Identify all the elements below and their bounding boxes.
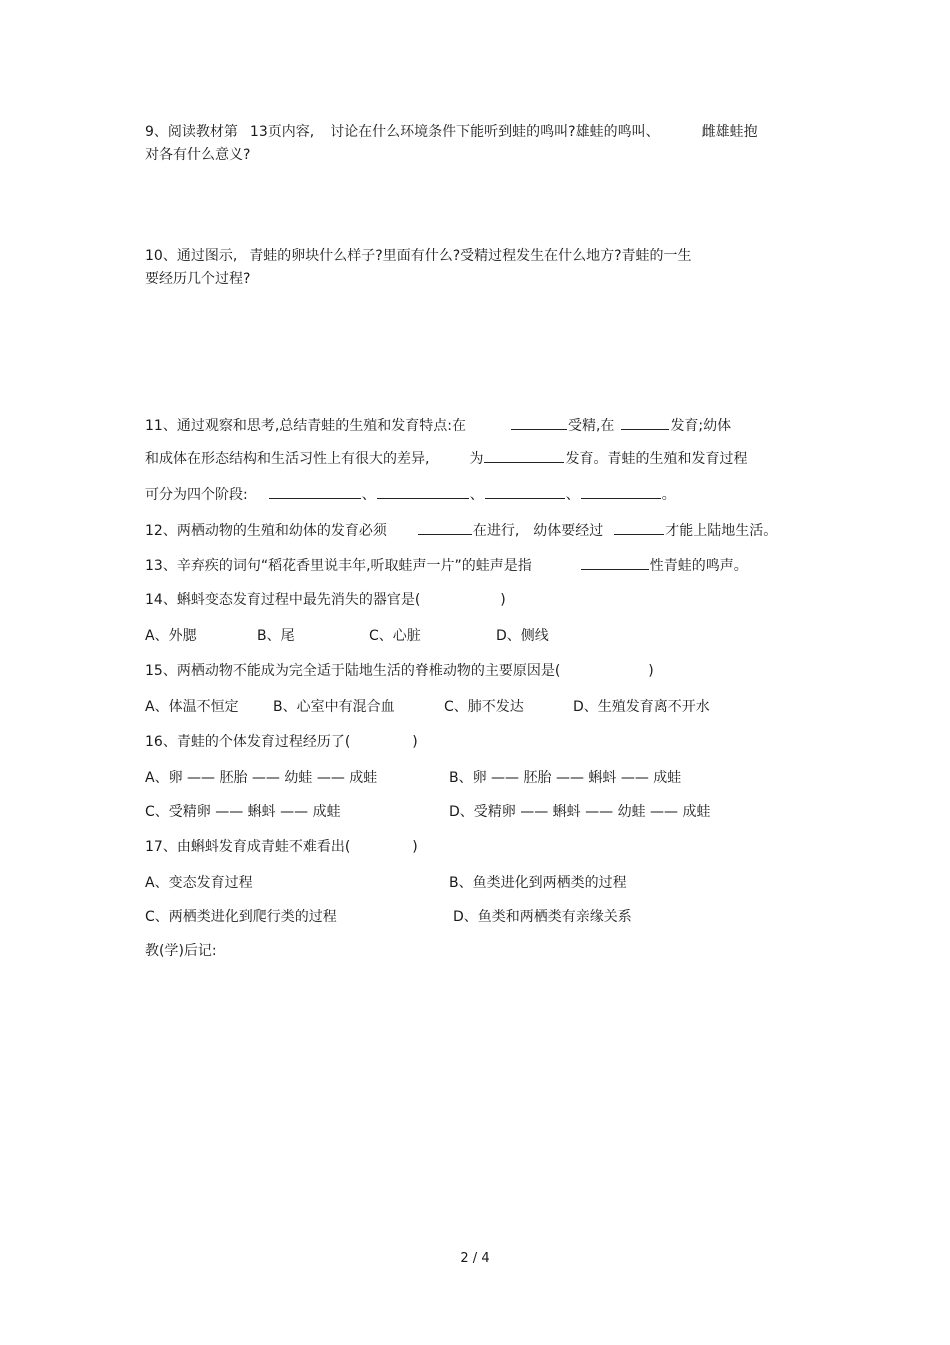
- q14-close: ): [500, 592, 506, 608]
- q17-option-d[interactable]: D、鱼类和两栖类有亲缘关系: [453, 909, 632, 925]
- q17-option-b[interactable]: B、鱼类进化到两栖类的过程: [449, 875, 627, 891]
- q13-text-a: 13、辛弃疾的词句“稻花香里说丰年,听取蛙声一片”的蛙声是指: [145, 558, 532, 574]
- q11-blank-7[interactable]: [581, 484, 661, 499]
- question-14-stem: [145, 590, 506, 610]
- q14-option-d[interactable]: D、侧线: [496, 628, 549, 644]
- q15-stem: 15、两栖动物不能成为完全适于陆地生活的脊椎动物的主要原因是(: [145, 663, 561, 679]
- q15-option-a[interactable]: A、体温不恒定: [145, 699, 239, 715]
- q16-option-c[interactable]: C、受精卵 —— 蝌蚪 —— 成蛙: [145, 804, 341, 820]
- q9-text-b: 13页内容,: [249, 124, 315, 140]
- question-15-stem: [145, 661, 654, 681]
- q15-option-c[interactable]: C、肺不发达: [444, 699, 524, 715]
- q12-text-b: 在进行,: [472, 523, 520, 539]
- afterword-label: 教(学)后记:: [145, 943, 217, 959]
- question-10-line-2: 要经历几个过程?: [145, 271, 251, 287]
- question-16-stem: [145, 732, 418, 752]
- q11-blank-4[interactable]: [269, 484, 361, 499]
- q9-text-c: 讨论在什么环境条件下能听到蛙的鸣叫?雄蛙的鸣叫、: [330, 124, 660, 140]
- q14-stem: 14、蝌蚪变态发育过程中最先消失的器官是(: [145, 592, 421, 608]
- q16-stem: 16、青蛙的个体发育过程经历了(: [145, 734, 351, 750]
- q10-text-a: 10、通过图示,: [145, 248, 238, 264]
- q11-text-f: 发育。青蛙的生殖和发育过程: [565, 451, 748, 467]
- q11-blank-3[interactable]: [484, 448, 564, 463]
- q17-option-a[interactable]: A、变态发育过程: [145, 875, 253, 891]
- q14-option-b[interactable]: B、尾: [257, 628, 295, 644]
- q9-text-d: 雌雄蛙抱: [701, 124, 758, 140]
- q11-blank-5[interactable]: [377, 484, 469, 499]
- q11-sep-1: 、: [361, 487, 376, 503]
- q11-text-b: 受精,在: [567, 418, 615, 434]
- q12-blank-2[interactable]: [614, 520, 664, 535]
- q12-text-c: 幼体要经过: [533, 523, 604, 539]
- question-10-line-1: [145, 246, 692, 266]
- q12-blank-1[interactable]: [418, 520, 472, 535]
- q16-close: ): [412, 734, 418, 750]
- q11-end: 。: [661, 487, 676, 503]
- q14-option-c[interactable]: C、心脏: [369, 628, 421, 644]
- q10-text-b: 青蛙的卵块什么样子?里面有什么?受精过程发生在什么地方?青蛙的一生: [249, 248, 692, 264]
- question-11-line-3: [145, 484, 676, 505]
- q11-text-a: 11、通过观察和思考,总结青蛙的生殖和发育特点:在: [145, 418, 466, 434]
- question-9-line-2: 对各有什么意义?: [145, 147, 251, 163]
- question-9-line-1: [145, 122, 758, 142]
- question-13: [145, 555, 748, 576]
- question-11-line-1: [145, 415, 731, 436]
- question-11-line-2: [145, 448, 747, 469]
- question-17-stem: [145, 837, 418, 857]
- q11-text-d: 和成体在形态结构和生活习性上有很大的差异,: [145, 451, 430, 467]
- q12-text-a: 12、两栖动物的生殖和幼体的发育必须: [145, 523, 387, 539]
- q11-blank-1[interactable]: [511, 415, 567, 430]
- q16-option-d[interactable]: D、受精卵 —— 蝌蚪 —— 幼蛙 —— 成蛙: [449, 804, 711, 820]
- question-12: [145, 520, 777, 541]
- q13-blank[interactable]: [581, 555, 649, 570]
- q17-option-c[interactable]: C、两栖类进化到爬行类的过程: [145, 909, 337, 925]
- q9-text-a: 9、阅读教材第: [145, 124, 238, 140]
- q12-text-d: 才能上陆地生活。: [665, 523, 778, 539]
- q11-text-e: 为: [469, 451, 484, 467]
- q15-option-b[interactable]: B、心室中有混合血: [273, 699, 395, 715]
- q11-sep-3: 、: [565, 487, 580, 503]
- q16-option-a[interactable]: A、卵 —— 胚胎 —— 幼蛙 —— 成蛙: [145, 770, 378, 786]
- q15-option-d[interactable]: D、生殖发育离不开水: [573, 699, 710, 715]
- q11-text-g: 可分为四个阶段:: [145, 487, 248, 503]
- q11-sep-2: 、: [469, 487, 484, 503]
- q17-close: ): [412, 839, 418, 855]
- q16-option-b[interactable]: B、卵 —— 胚胎 —— 蝌蚪 —— 成蛙: [449, 770, 682, 786]
- q14-option-a[interactable]: A、外腮: [145, 628, 197, 644]
- q11-blank-2[interactable]: [621, 415, 669, 430]
- page-number: 2 / 4: [460, 1251, 490, 1266]
- q11-blank-6[interactable]: [485, 484, 565, 499]
- q13-text-b: 性青蛙的鸣声。: [649, 558, 748, 574]
- q11-text-c: 发育;幼体: [670, 418, 732, 434]
- q15-close: ): [648, 663, 654, 679]
- q17-stem: 17、由蝌蚪发育成青蛙不难看出(: [145, 839, 351, 855]
